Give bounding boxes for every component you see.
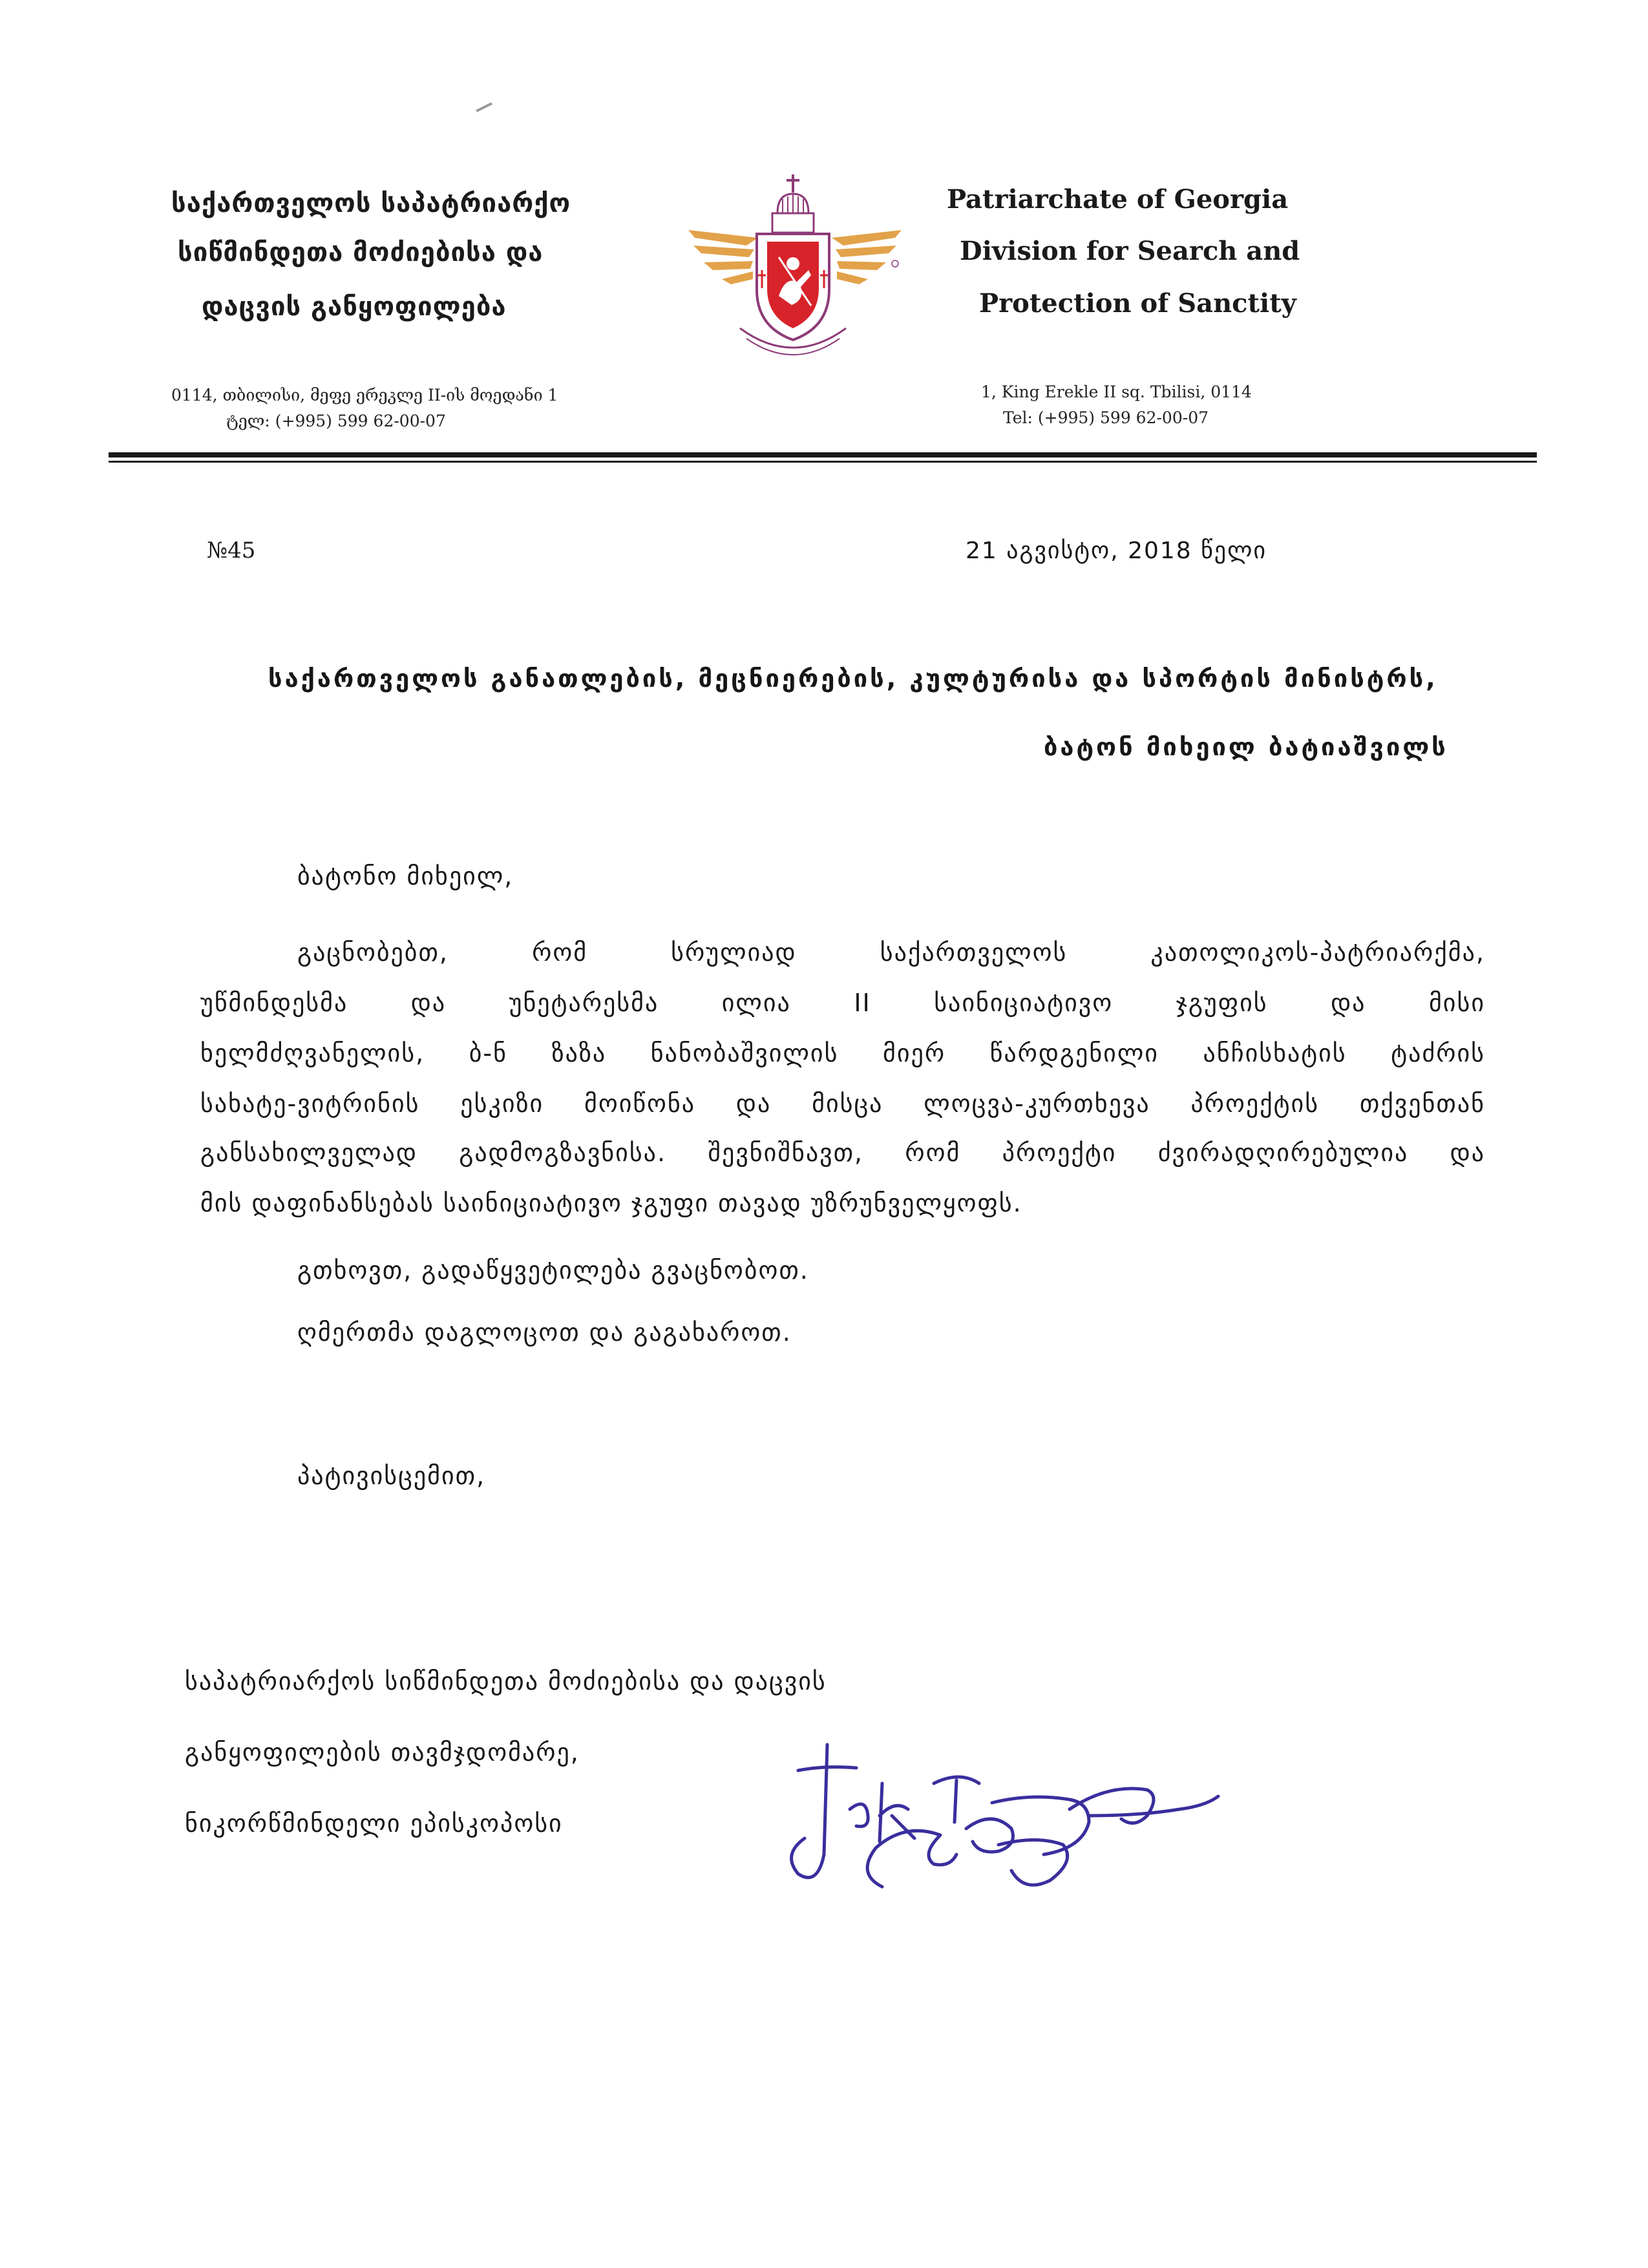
addressee-line-2: ბატონ მიხეილ ბატიაშვილს [1044, 733, 1448, 761]
handwritten-signature-icon [785, 1732, 1231, 1926]
scan-mark [475, 102, 493, 112]
header-en-line-2: Division for Search and [960, 236, 1300, 266]
phone-ka: ტელ: (+995) 599 62-00-07 [226, 412, 446, 430]
document-number: №45 [207, 538, 256, 563]
header-ka-line-3: დაცვის განყოფილება [202, 292, 507, 322]
header-en-line-1: Patriarchate of Georgia [947, 184, 1289, 215]
header-ka-line-2: სიწმინდეთა მოძიებისა და [178, 238, 544, 268]
salutation: ბატონო მიხეილ, [297, 862, 514, 890]
phone-en: Tel: (+995) 599 62-00-07 [1003, 408, 1209, 427]
patriarchate-emblem-icon [682, 173, 914, 367]
body-paragraph-line-2: უწმინდესმა და უნეტარესმა ილია II საინიციატივო ჯგუფის და მისი [200, 989, 1485, 1017]
body-paragraph-line-3: ხელმძღვანელის, ბ-ნ ზაზა ნანობაშვილის მიერ წარდგენილი ანჩისხატის ტაძრის [200, 1039, 1485, 1067]
header-en-line-3: Protection of Sanctity [979, 288, 1296, 319]
body-paragraph-line-5: განსახილველად გადმოგზავნისა. შევნიშნავთ, რომ პროექტი ძვირადღირებულია და [200, 1139, 1485, 1167]
document-date: 21 აგვისტო, 2018 წელი [966, 538, 1267, 564]
header-divider-thick [109, 452, 1537, 457]
address-ka: 0114, თბილისი, მეფე ერეკლე II-ის მოედანი 1 [171, 386, 558, 404]
signatory-line-1: საპატრიარქოს სიწმინდეთა მოძიებისა და დაცვის [185, 1667, 827, 1696]
body-paragraph-line-1: გაცნობებთ, რომ სრულიად საქართველოს კათოლიკოს-პატრიარქმა, [297, 938, 1485, 967]
address-en: 1, King Erekle II sq. Tbilisi, 0114 [981, 383, 1252, 401]
request-line: გთხოვთ, გადაწყვეტილება გვაცნობოთ. [297, 1256, 809, 1285]
header-divider-thin [109, 461, 1537, 463]
header-ka-line-1: საქართველოს საპატრიარქო [171, 189, 571, 218]
signatory-line-2: განყოფილების თავმჯდომარე, [185, 1738, 580, 1767]
body-paragraph-line-4: სახატე-ვიტრინის ესკიზი მოიწონა და მისცა ლოცვა-კურთხევა პროექტის თქვენთან [200, 1089, 1485, 1118]
body-paragraph-line-6: მის დაფინანსებას საინიციატივო ჯგუფი თავად უზრუნველყოფს. [200, 1189, 1022, 1217]
addressee-line-1: საქართველოს განათლების, მეცნიერების, კულტურისა და სპორტის მინისტრს, [268, 664, 1438, 693]
blessing-line: ღმერთმა დაგლოცოთ და გაგახაროთ. [297, 1318, 792, 1347]
closing-line: პატივისცემით, [297, 1462, 486, 1490]
signatory-line-3: ნიკორწმინდელი ეპისკოპოსი [185, 1809, 563, 1838]
